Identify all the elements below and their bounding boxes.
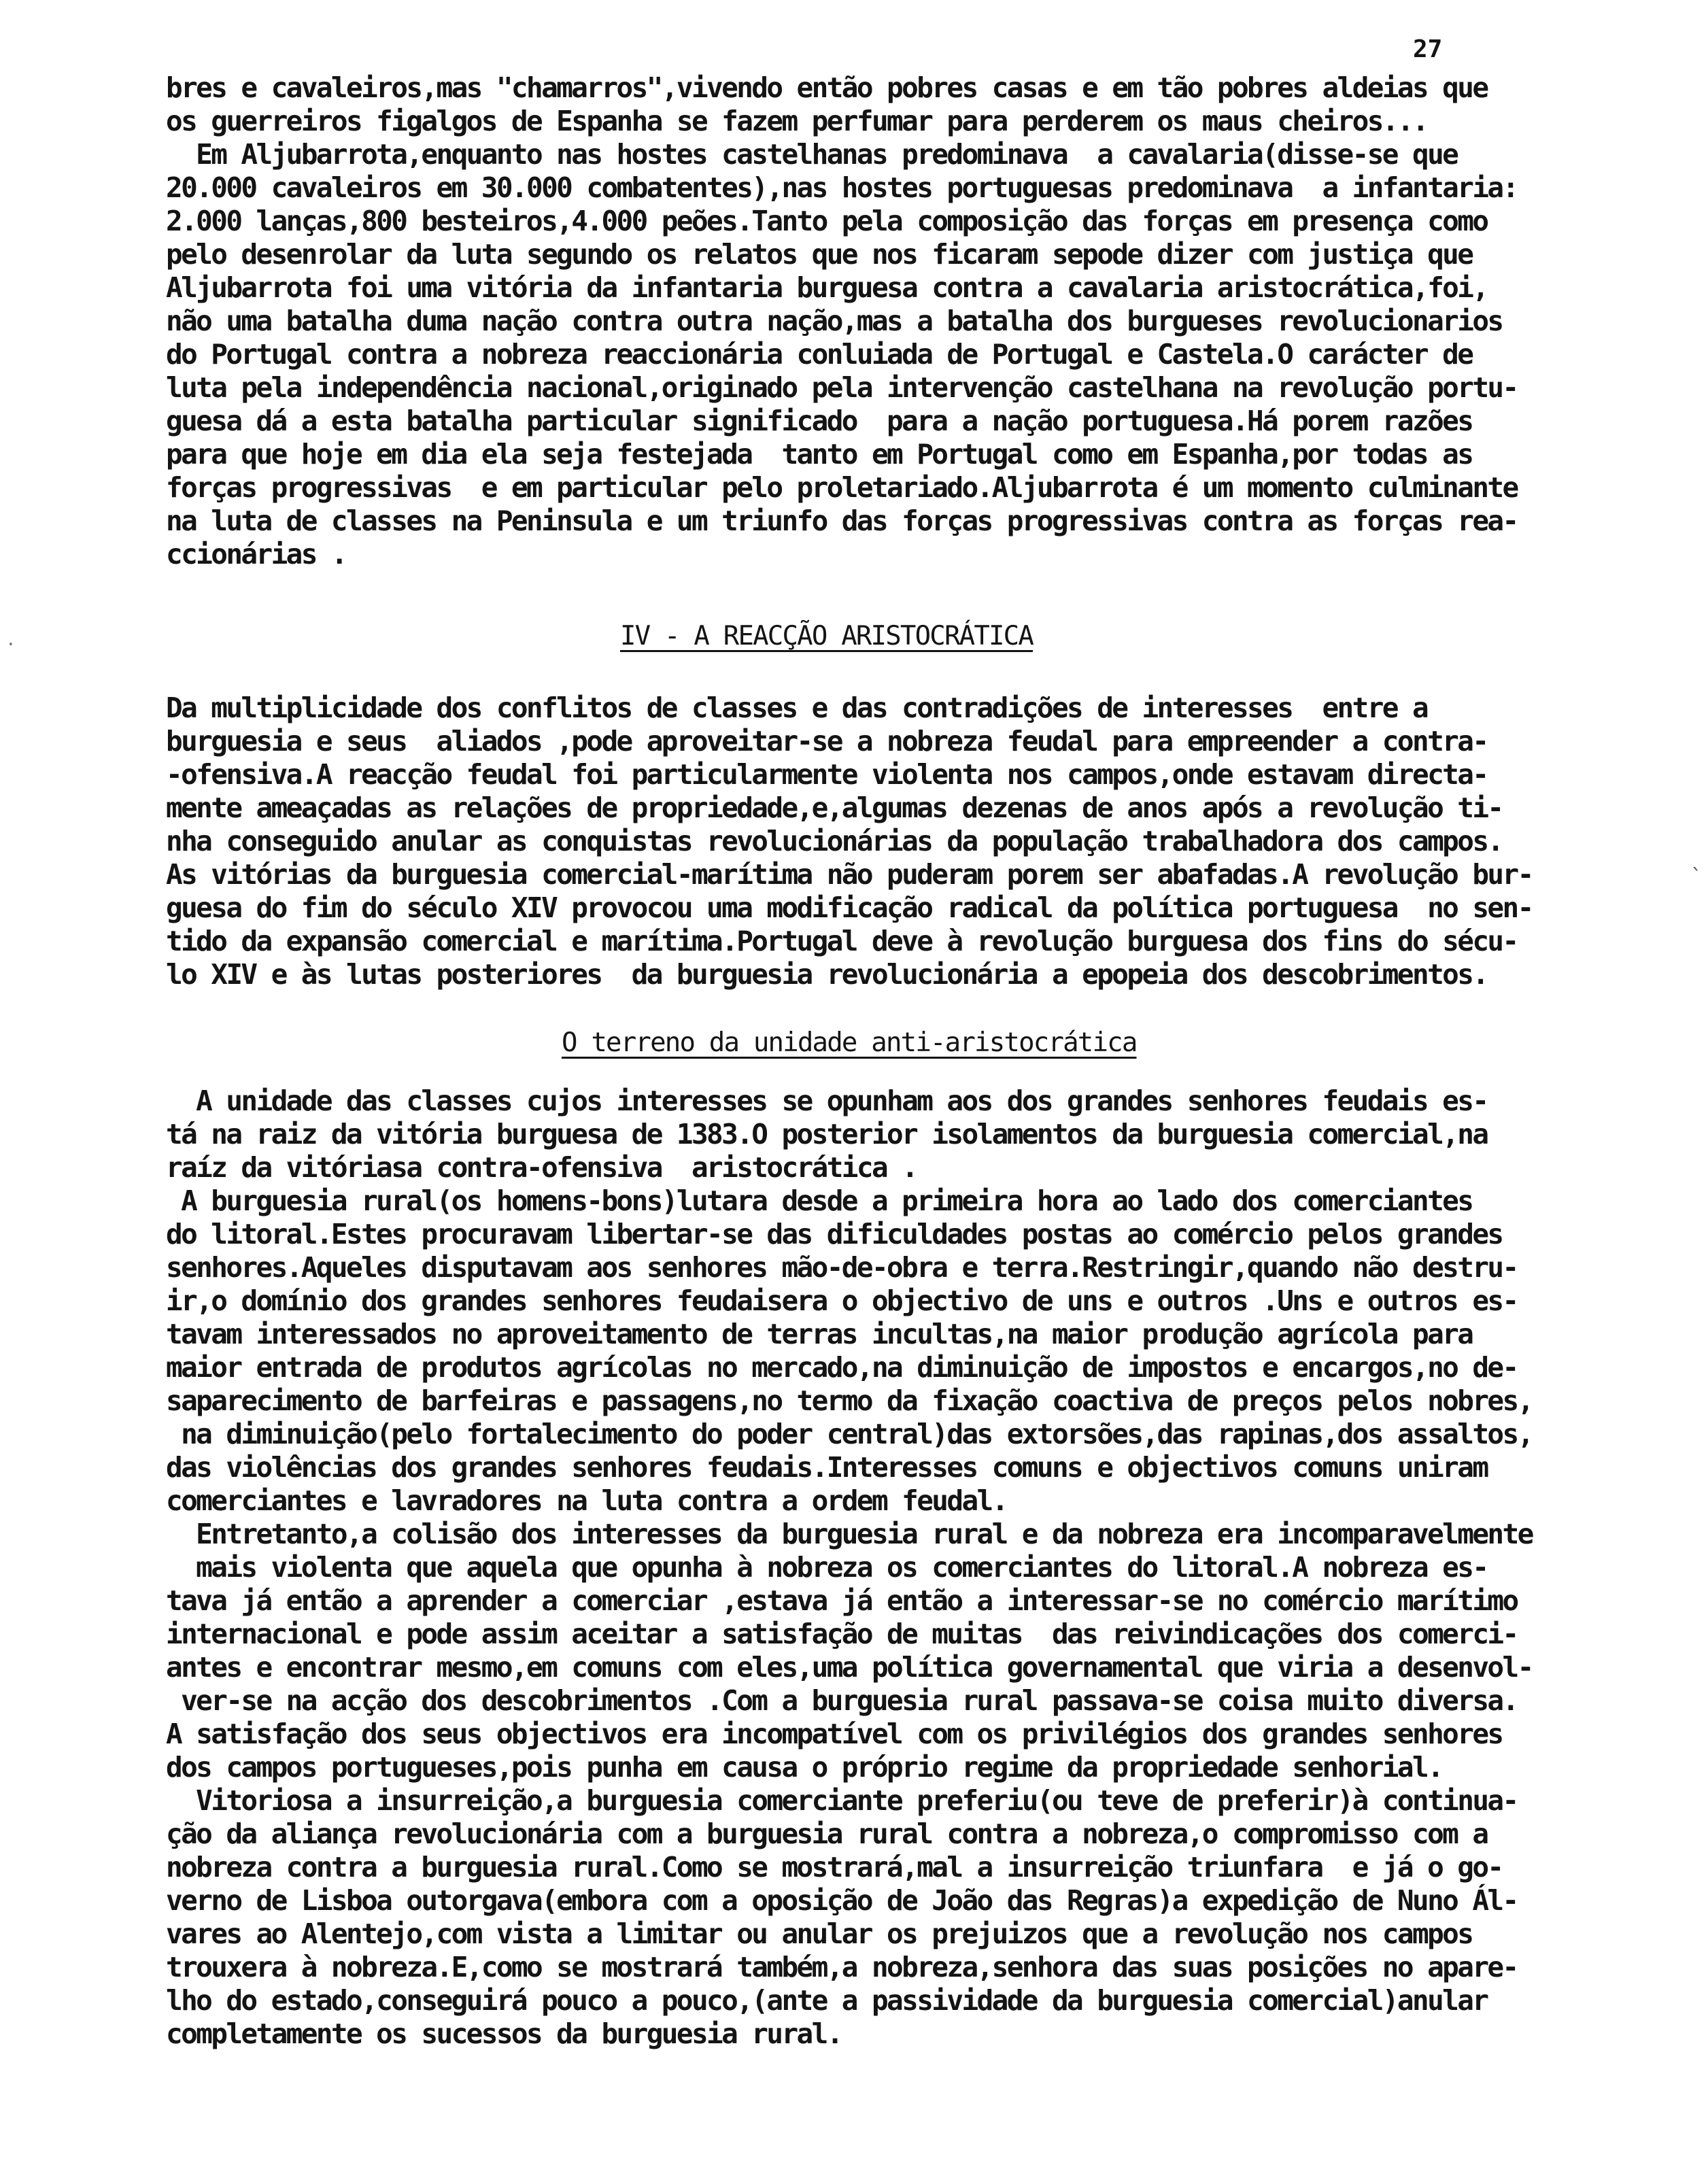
text-line: lo XIV e às lutas posteriores da burguesia revolucionária a epopeia dos descobrimentos. [166, 958, 1488, 991]
text-line: vares ao Alentejo,com vista a limitar ou anular os prejuizos que a revolução nos campos [166, 1917, 1473, 1950]
text-line: A burguesia rural(os homens-bons)lutara desde a primeira hora ao lado dos comerciantes [166, 1184, 1473, 1217]
text-line: do litoral.Estes procuravam libertar-se das dificuldades postas ao comércio pelos grandes [166, 1218, 1503, 1250]
text-line: Em Aljubarrota,enquanto nas hostes castelhanas predominava a cavalaria(disse-se que [166, 138, 1458, 171]
text-line: 20.000 cavaleiros em 30.000 combatentes),nas hostes portuguesas predominava a infantaria: [166, 171, 1518, 204]
text-line: bres e cavaleiros,mas "chamarros",vivendo então pobres casas e em tão pobres aldeias que [166, 71, 1488, 104]
text-line: maior entrada de produtos agrícolas no mercado,na diminuição de impostos e encargos,no de- [166, 1351, 1518, 1384]
text-line: tá na raiz da vitória burguesa de 1383.O posterior isolamentos da burguesia comercial,na [166, 1118, 1488, 1150]
text-line: internacional e pode assim aceitar a satisfação de muitas das reivindicações dos comerci- [166, 1618, 1518, 1650]
text-line: ver-se na acção dos descobrimentos .Com a burguesia rural passava-se coisa muito diversa. [166, 1684, 1518, 1717]
text-line: raíz da vitóriasa contra-ofensiva aristocrática . [166, 1151, 917, 1184]
text-line: A satisfação dos seus objectivos era incompatível com os privilégios dos grandes senhores [166, 1718, 1503, 1750]
text-line: na diminuição(pelo fortalecimento do poder central)das extorsões,das rapinas,dos assaltos, [166, 1418, 1533, 1450]
text-line: lho do estado,conseguirá pouco a pouco,(ante a passividade da burguesia comercial)anular [166, 1984, 1488, 2017]
text-line: mente ameaçadas as relações de propriedade,e,algumas dezenas de anos após a revolução ti- [166, 791, 1503, 824]
text-line: mais violenta que aquela que opunha à nobreza os comerciantes do litoral.A nobreza es- [166, 1551, 1488, 1584]
text-line: Vitoriosa a insurreição,a burguesia comerciante preferiu(ou teve de preferir)à continua- [166, 1784, 1518, 1817]
text-line: burguesia e seus aliados ,pode aproveitar-se a nobreza feudal para empreender a contra- [166, 725, 1488, 757]
text-line: ir,o domínio dos grandes senhores feudaisera o objectivo de uns e outros .Uns e outros es- [166, 1284, 1518, 1317]
text-line: não uma batalha duma nação contra outra nação,mas a batalha dos burgueses revolucionarios [166, 305, 1503, 337]
text-line: das violências dos grandes senhores feudais.Interesses comuns e objectivos comuns uniram [166, 1451, 1488, 1484]
text-line: 2.000 lanças,800 besteiros,4.000 peões.Tanto pela composição das forças em presença como [166, 205, 1488, 237]
text-line: os guerreiros figalgos de Espanha se fazem perfumar para perderem os maus cheiros... [166, 105, 1428, 137]
text-line: Aljubarrota foi uma vitória da infantaria burguesa contra a cavalaria aristocrática,foi, [166, 271, 1488, 304]
text-line: guesa do fim do século XIV provocou uma modificação radical da política portuguesa no sen- [166, 891, 1533, 924]
text-line: As vitórias da burguesia comercial-marítima não puderam porem ser abafadas.A revolução bur- [166, 858, 1533, 891]
text-line: guesa dá a esta batalha particular significado para a nação portuguesa.Há porem razões [166, 405, 1473, 437]
text-line: na luta de classes na Peninsula e um triunfo das forças progressivas contra as forças rea- [166, 505, 1518, 537]
text-line: A unidade das classes cujos interesses se opunham aos dos grandes senhores feudais es- [166, 1085, 1488, 1117]
text-line: ccionárias . [166, 538, 347, 570]
text-line: pelo desenrolar da luta segundo os relatos que nos ficaram sepode dizer com justiça que [166, 238, 1473, 271]
text-line: nha conseguido anular as conquistas revolucionárias da população trabalhadora dos campos. [166, 825, 1503, 857]
margin-mark: ` [1690, 865, 1703, 889]
text-line: forças progressivas e em particular pelo proletariado.Aljubarrota é um momento culminante [166, 471, 1518, 504]
margin-tick: · [5, 634, 16, 655]
text-line: tido da expansão comercial e marítima.Portugal deve à revolução burguesa dos fins do sécu- [166, 925, 1518, 957]
text-line: ção da aliança revolucionária com a burguesia rural contra a nobreza,o compromisso com a [166, 1818, 1488, 1850]
text-line: nobreza contra a burguesia rural.Como se mostrará,mal a insurreição triunfara e já o go- [166, 1851, 1503, 1883]
text-line: tava já então a aprender a comerciar ,estava já então a interessar-se no comércio marítimo [166, 1584, 1518, 1617]
text-line: saparecimento de barfeiras e passagens,no termo da fixação coactiva de preços pelos nobres, [166, 1384, 1533, 1417]
text-line: antes e encontrar mesmo,em comuns com eles,uma política governamental que viria a desenvol- [166, 1651, 1533, 1684]
subsection-heading: O terreno da unidade anti-aristocrática [562, 1027, 1137, 1058]
text-line: Da multiplicidade dos conflitos de classes e das contradições de interesses entre a [166, 692, 1428, 724]
text-line: para que hoje em dia ela seja festejada tanto em Portugal como em Espanha,por todas as [166, 438, 1473, 471]
text-line: verno de Lisboa outorgava(embora com a oposição de João das Regras)a expedição de Nuno Ál- [166, 1884, 1518, 1917]
text-line: luta pela independência nacional,originado pela intervenção castelhana na revolução portu- [166, 371, 1518, 404]
text-line: tavam interessados no aproveitamento de terras incultas,na maior produção agrícola para [166, 1318, 1473, 1350]
text-line: completamente os sucessos da burguesia rural. [166, 2017, 842, 2050]
text-line: do Portugal contra a nobreza reaccionária conluiada de Portugal e Castela.O carácter de [166, 338, 1473, 371]
text-line: senhores.Aqueles disputavam aos senhores mão-de-obra e terra.Restringir,quando não destru- [166, 1251, 1518, 1284]
text-line: dos campos portugueses,pois punha em causa o próprio regime da propriedade senhorial. [166, 1751, 1443, 1784]
text-line: trouxera à nobreza.E,como se mostrará também,a nobreza,senhora das suas posições no apare- [166, 1951, 1518, 1983]
section-heading: IV - A REACÇÃO ARISTOCRÁTICA [620, 621, 1034, 651]
page-number: 27 [1413, 35, 1443, 63]
text-line: Entretanto,a colisão dos interesses da burguesia rural e da nobreza era incomparavelmente [166, 1518, 1533, 1550]
text-line: -ofensiva.A reacção feudal foi particularmente violenta nos campos,onde estavam directa- [166, 758, 1488, 791]
text-line: comerciantes e lavradores na luta contra a ordem feudal. [166, 1484, 1007, 1517]
